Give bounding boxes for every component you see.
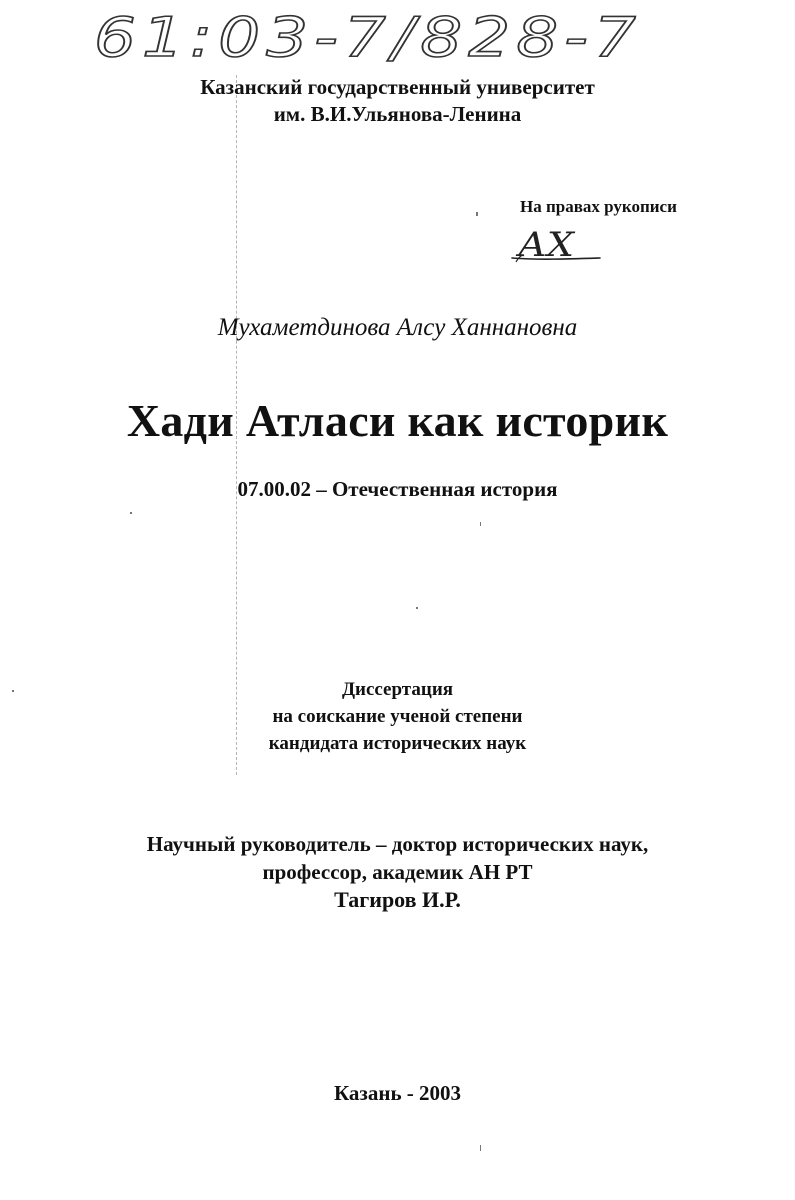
scan-speck <box>480 1145 481 1151</box>
specialty-code: 07.00.02 – Отечественная история <box>237 477 558 501</box>
supervisor-line-2: профессор, академик АН РТ <box>262 860 533 884</box>
archive-stamp-text: 61:03-7/828-7 <box>94 6 642 69</box>
archive-stamp <box>88 0 648 70</box>
author-name: Мухаметдинова Алсу Ханнановна <box>217 314 578 341</box>
scan-speck <box>12 690 14 692</box>
scan-speck <box>416 607 418 609</box>
supervisor-line-1: Научный руководитель – доктор исторических наук, <box>146 832 649 856</box>
supervisor-name: Тагиров И.Р. <box>334 887 461 912</box>
scan-speck <box>476 212 478 216</box>
dissertation-title: Хади Атласи как историк <box>126 395 669 446</box>
manuscript-rights-note: На правах рукописи <box>520 197 677 216</box>
university-name: Казанский государственный университет <box>200 75 595 99</box>
signature-text: АХ <box>515 225 576 265</box>
degree-line-1: Диссертация <box>341 679 454 700</box>
city-year: Казань - 2003 <box>333 1081 462 1105</box>
degree-statement <box>0 676 795 757</box>
supervisor-block <box>0 830 795 914</box>
signature-mark <box>508 218 604 270</box>
degree-line-2: на соискание ученой степени <box>272 706 523 727</box>
scan-speck <box>480 522 481 526</box>
degree-line-3: кандидата исторических наук <box>268 733 527 754</box>
university-subtitle: им. В.И.Ульянова-Ленина <box>273 102 522 126</box>
scan-speck <box>130 512 132 514</box>
university-block <box>0 74 795 128</box>
